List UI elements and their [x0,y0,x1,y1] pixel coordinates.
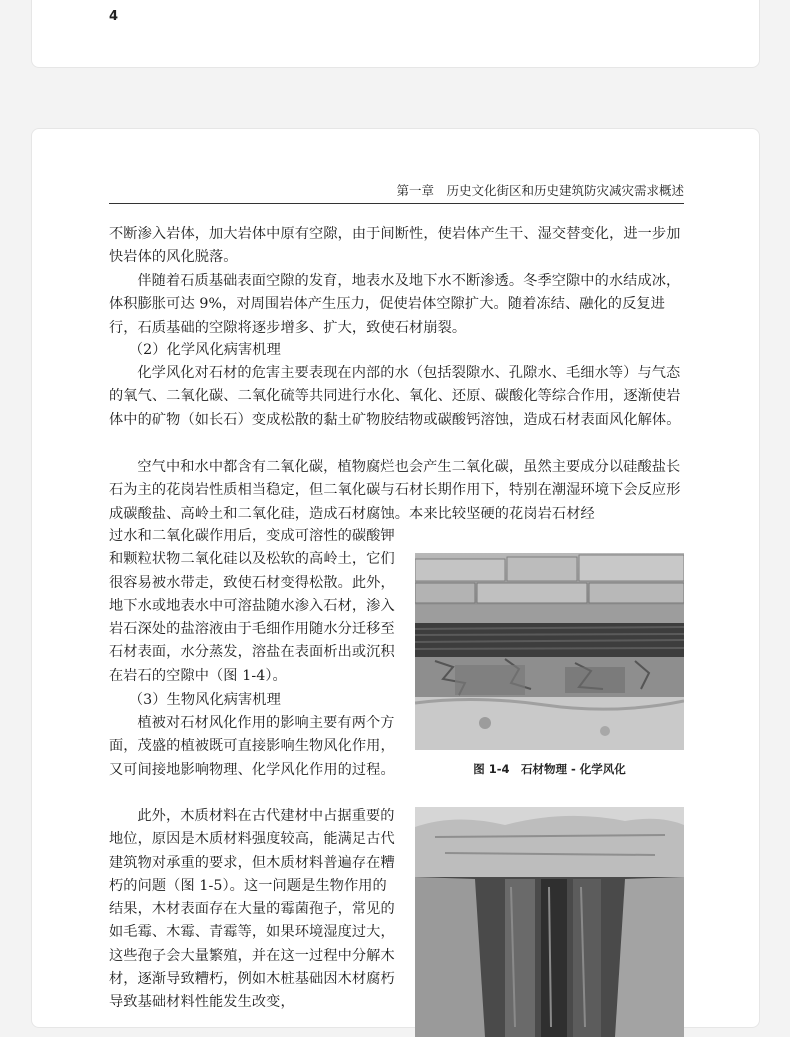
paragraph-carbon-dioxide: 空气中和水中都含有二氧化碳，植物腐烂也会产生二氧化碳，虽然主要成分以硅酸盐长石为主的花岗岩性质相当稳定，但二氧化碳与石材长期作用下，特别在潮湿环境下会反应形成碳酸盐、高岭土和二氧化硅，造成石材腐蚀。本来比较坚硬的花岗岩石材经 [109,459,681,522]
paragraph-vegetation: 植被对石材风化作用的影响主要有两个方面，茂盛的植被既可直接影响生物风化作用，又可间接地影响物理、化学风化作用的过程。 [109,715,395,778]
page-number: 4 [109,9,119,24]
section-heading-biological-weathering: （3）生物风化病害机理 [128,692,281,708]
figure-1-5-timber-decay-photo [415,807,684,1037]
figure-1-4-caption: 图 1-4 石材物理 - 化学风化 [473,762,626,776]
document-page [31,128,760,1028]
paragraph-continued: 不断渗入岩体，加大岩体中原有空隙，由于间断性，使岩体产生干、湿交替变化，进一步加快岩体的风化脱落。 [109,226,681,266]
previous-page-card [31,0,760,68]
paragraph-carbon-dioxide-continued: 过水和二氧化碳作用后，变成可溶性的碳酸钾和颗粒状物二氧化硅以及松软的高岭土，它们很容易被水带走，致使石材变得松散。此外，地下水或地表水中可溶盐随水渗入石材，渗入岩石深处的盐溶液由于毛细作用随水分迁移至石材表面，水分蒸发，溶盐在表面析出或沉积在岩石的空隙中（图 1-4）。 [109,528,395,684]
figure-1-4-stone-weathering-photo [415,553,684,750]
paragraph-chemical-weathering: 化学风化对石材的危害主要表现在内部的水（包括裂隙水、孔隙水、毛细水等）与气态的氧气、二氧化碳、二氧化硫等共同进行水化、氧化、还原、碳酸化等综合作用，逐渐使岩体中的矿物（如长石）变成松散的黏土矿物胶结物或碳酸钙溶蚀，造成石材表面风化解体。 [109,365,681,428]
paragraph-frost-weathering: 伴随着石质基础表面空隙的发育，地表水及地下水不断渗透。冬季空隙中的水结成冰，体积膨胀可达 9%，对周围岩体产生压力，促使岩体空隙扩大。随着冻结、融化的反复进行，石质基础的空隙将逐步增多、扩大，致使石材崩裂。 [109,273,681,336]
paragraph-timber-decay: 此外，木质材料在古代建材中占据重要的地位，原因是木质材料强度较高，能满足古代建筑物对承重的要求，但木质材料普遍存在糟朽的问题（图 1-5）。这一问题是生物作用的结果，木材表面存在大量的霉菌孢子，常见的如毛霉、木霉、青霉等，如果环境湿度过大，这些孢子会大量繁殖，并在这一过程中分解木材，逐渐导致糟朽，例如木桩基础因木材腐朽导致基础材料性能发生改变， [109,808,395,1011]
running-header: 第一章 历史文化街区和历史建筑防灾减灾需求概述 [109,181,684,204]
section-heading-chemical-weathering: （2）化学风化病害机理 [128,342,281,358]
